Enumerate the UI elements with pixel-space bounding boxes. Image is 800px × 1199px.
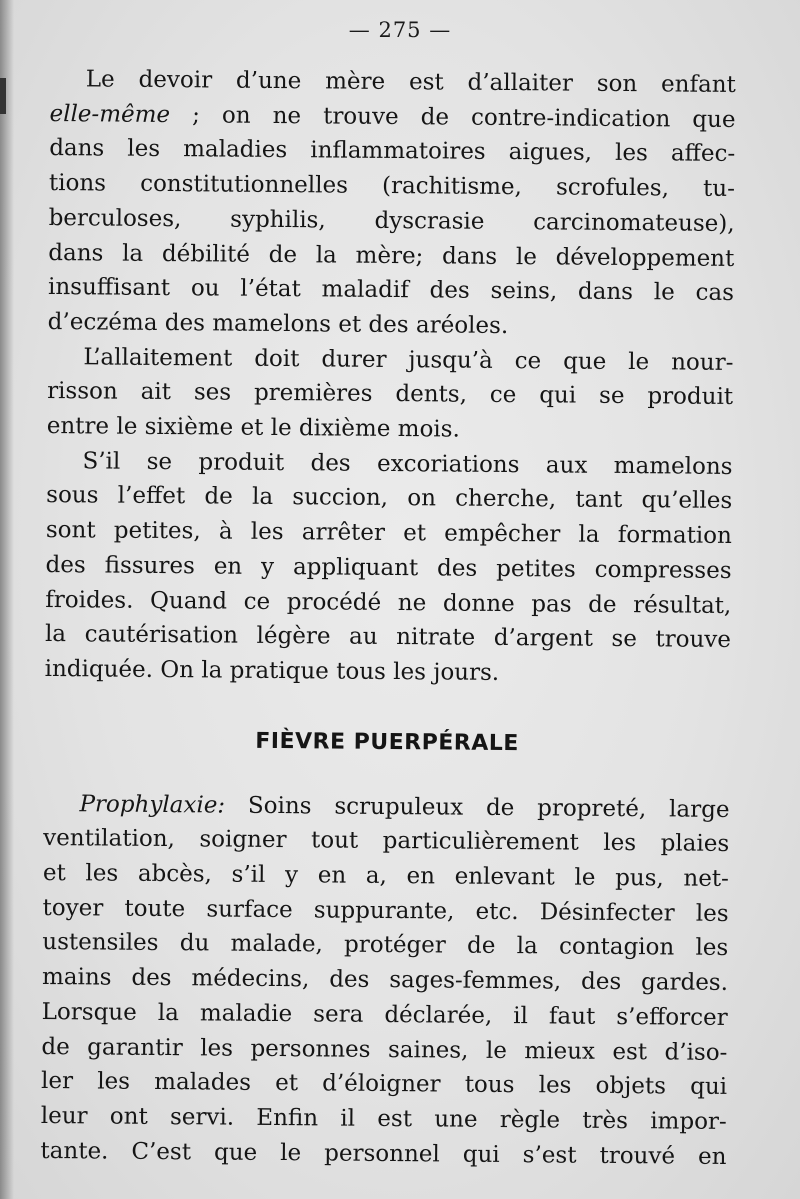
paragraph-line: ler les malades et d’éloigner tous les objets qui xyxy=(40,1068,728,1101)
paragraph-line: indiquée. On la pratique tous les jours. xyxy=(44,655,500,686)
paragraph-line: S’il se produit des excoriations aux mamelons xyxy=(82,448,733,480)
paragraph-line: Prophylaxie: Soins scrupuleux de propreté, large xyxy=(79,790,730,823)
paragraph-line: d’eczéma des mamelons et des aréoles. xyxy=(47,308,509,339)
paragraph-line: des fissures en y appliquant des petites compresses xyxy=(45,551,732,584)
paragraph-line: toyer toute surface suppurante, etc. Désinfecter les xyxy=(42,894,729,927)
paragraph-line: leur ont servi. Enfin il est une règle très impor- xyxy=(40,1102,727,1135)
paragraphs-before-heading xyxy=(45,62,736,693)
paragraph-line: ustensiles du malade, protéger de la contagion les xyxy=(42,929,729,962)
paragraph-line: sous l’effet de la succion, on cherche, tant qu’elles xyxy=(46,482,733,515)
paragraph-line: tante. C’est que le personnel qui s’est trouvé en xyxy=(40,1137,727,1170)
paragraph-line: de garantir les personnes saines, le mieux est d’iso- xyxy=(41,1033,728,1066)
paragraph-after-heading xyxy=(40,787,729,1175)
page-edge-shadow xyxy=(0,0,14,1199)
paragraph-line: tions constitutionnelles (rachitisme, scrofules, tu- xyxy=(48,170,736,203)
paragraph-line: insuffisant ou l’état maladif des seins, dans le cas xyxy=(47,274,735,307)
paragraph-line: mains des médecins, des sages-femmes, des gardes. xyxy=(41,964,729,997)
paragraph-line: risson ait ses premières dents, ce qui se produit xyxy=(47,378,734,411)
page-number: — 275 — xyxy=(348,18,452,42)
paragraph-line: froides. Quand ce procédé ne donne pas de résultat, xyxy=(45,586,732,619)
italic-term: elle-même xyxy=(49,100,171,128)
paragraph xyxy=(47,340,734,450)
paragraph-line: entre le sixième et le dixième mois. xyxy=(46,413,460,443)
paragraph-line: dans les maladies inflammatoires aigues, les affec- xyxy=(49,135,736,168)
italic-term: Prophylaxie: xyxy=(79,790,226,819)
paragraph-line: ventilation, soigner tout particulièrement les plaies xyxy=(43,825,730,858)
paragraph-line: L’allaitement doit durer jusqu’à ce que le nour- xyxy=(83,343,734,376)
paragraph xyxy=(45,444,733,693)
paragraph-line: elle-même ; on ne trouve de contre-indication que xyxy=(49,100,736,133)
page-edge-mark xyxy=(0,78,6,114)
paragraph-line: et les abcès, s’il y en a, en enlevant le pus, net- xyxy=(42,860,730,893)
body-text xyxy=(40,62,736,1174)
paragraph-line: la cautérisation légère au nitrate d’argent se trouve xyxy=(44,621,732,654)
paragraph-line: berculoses, syphilis, dyscrasie carcinomateuse), xyxy=(48,204,735,237)
paragraph-line: Lorsque la maladie sera déclarée, il faut s’efforcer xyxy=(41,998,728,1031)
paragraph xyxy=(48,62,736,346)
paragraph-line: sont petites, à les arrêter et empêcher la formation xyxy=(45,517,733,550)
paragraph-line: Le devoir d’une mère est d’allaiter son enfant xyxy=(85,66,736,98)
section-heading: FIÈVRE PUERPÉRALE xyxy=(255,728,519,756)
paragraph-line: dans la débilité de la mère; dans le développement xyxy=(48,239,735,272)
